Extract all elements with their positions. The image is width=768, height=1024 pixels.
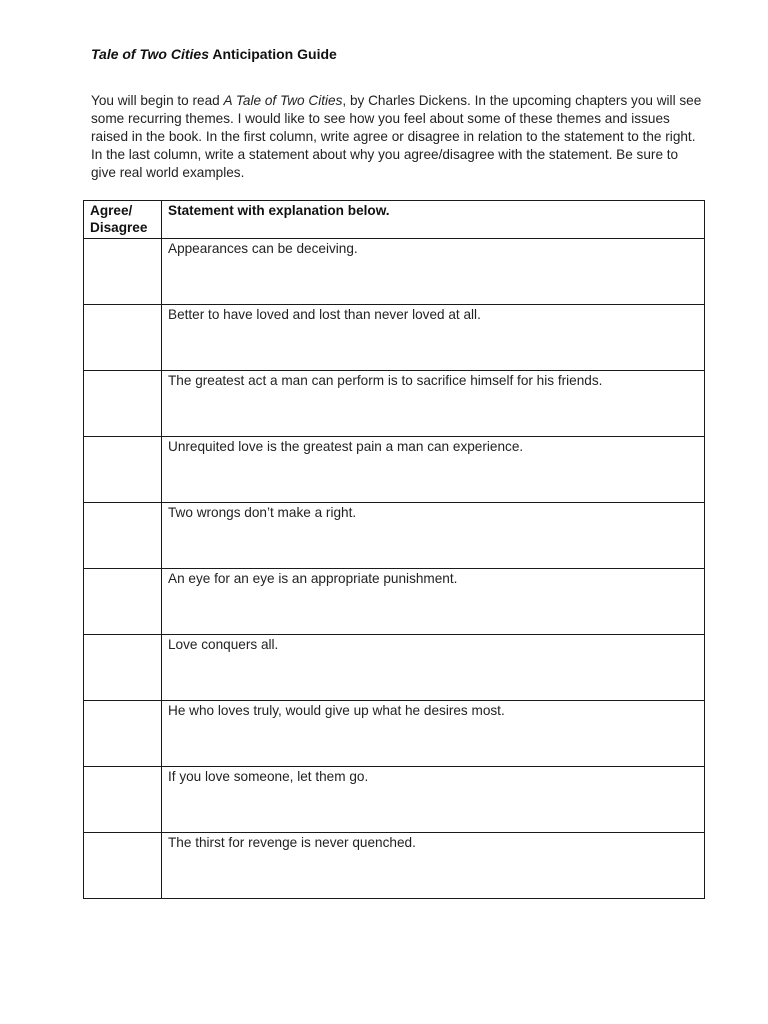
statement-cell[interactable]	[162, 503, 705, 569]
intro-paragraph	[91, 92, 703, 182]
header-statement-label: Statement with explanation below.	[168, 203, 390, 218]
intro-italic: A Tale of Two Cities	[223, 93, 343, 108]
statement-text: If you love someone, let them go.	[168, 769, 369, 784]
header-disagree-line: Disagree	[90, 220, 148, 235]
table-row	[84, 569, 705, 635]
agree-disagree-cell[interactable]	[84, 569, 162, 635]
statement-cell[interactable]	[162, 569, 705, 635]
statement-text: Love conquers all.	[168, 637, 279, 652]
statement-text: Two wrongs don’t make a right.	[168, 505, 357, 520]
table-row	[84, 437, 705, 503]
table-row	[84, 503, 705, 569]
agree-disagree-cell[interactable]	[84, 437, 162, 503]
agree-disagree-cell[interactable]	[84, 239, 162, 305]
statement-text: The thirst for revenge is never quenched.	[168, 835, 416, 850]
statement-cell[interactable]	[162, 305, 705, 371]
agree-disagree-cell[interactable]	[84, 371, 162, 437]
statement-text: He who loves truly, would give up what he desires most.	[168, 703, 505, 718]
intro-part1: You will begin to read	[91, 93, 224, 108]
statement-cell[interactable]	[162, 635, 705, 701]
statement-text: Appearances can be deceiving.	[168, 241, 358, 256]
agree-disagree-cell[interactable]	[84, 767, 162, 833]
statement-cell[interactable]	[162, 767, 705, 833]
statement-text: An eye for an eye is an appropriate punishment.	[168, 571, 458, 586]
statement-text: The greatest act a man can perform is to sacrifice himself for his friends.	[168, 373, 603, 388]
statement-text: Better to have loved and lost than never loved at all.	[168, 307, 481, 322]
header-agree-disagree	[84, 201, 162, 239]
table-header-row	[84, 201, 705, 239]
page-title	[91, 46, 337, 62]
title-italic: Tale of Two Cities	[91, 46, 209, 62]
agree-disagree-cell[interactable]	[84, 701, 162, 767]
agree-disagree-cell[interactable]	[84, 635, 162, 701]
statement-cell[interactable]	[162, 833, 705, 899]
table-row	[84, 635, 705, 701]
title-rest: Anticipation Guide	[208, 46, 337, 62]
table-row	[84, 305, 705, 371]
header-agree-line: Agree/	[90, 203, 133, 218]
table-row	[84, 833, 705, 899]
agree-disagree-cell[interactable]	[84, 833, 162, 899]
anticipation-table	[83, 200, 705, 899]
header-statement	[162, 201, 705, 239]
intro-part2: , by Charles Dickens. In the upcoming chapters you will see some recurring themes. I would like to see how you feel about some of these themes and issues raised in the book. In the first column, write agree or disagree in relation to the statement to the right. In the last column, write a statement about why you agree/disagree with the statement. Be sure to give real world examples.	[91, 93, 702, 180]
table-row	[84, 239, 705, 305]
table-row	[84, 701, 705, 767]
table-row	[84, 371, 705, 437]
statement-cell[interactable]	[162, 239, 705, 305]
statement-text: Unrequited love is the greatest pain a man can experience.	[168, 439, 524, 454]
statement-cell[interactable]	[162, 701, 705, 767]
table-row	[84, 767, 705, 833]
agree-disagree-cell[interactable]	[84, 503, 162, 569]
agree-disagree-cell[interactable]	[84, 305, 162, 371]
statement-cell[interactable]	[162, 437, 705, 503]
statement-cell[interactable]	[162, 371, 705, 437]
